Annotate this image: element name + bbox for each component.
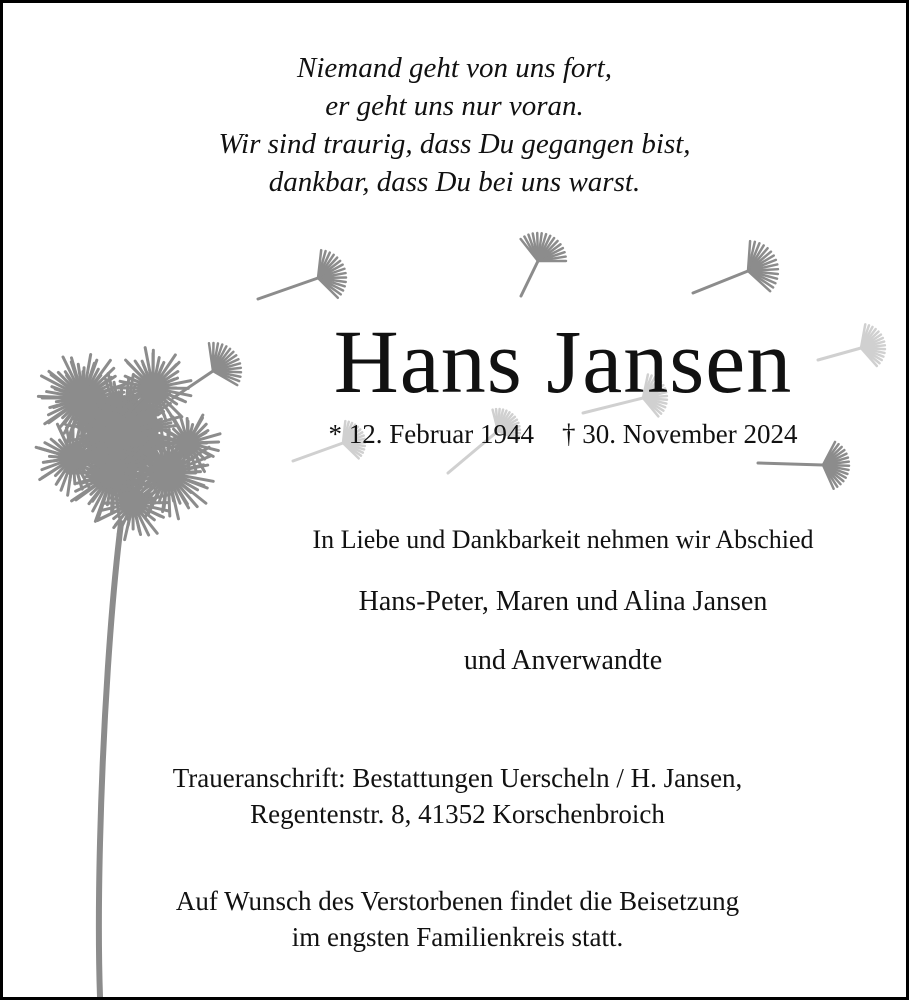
life-dates (253, 416, 873, 452)
family-names: Hans-Peter, Maren und Alina Jansen (358, 586, 768, 617)
death-date: † 30. November 2024 (562, 419, 798, 449)
seed-icon (693, 241, 778, 293)
seed-icon (818, 324, 885, 366)
poem (3, 49, 906, 201)
poem-line: dankbar, dass Du bei uns warst. (268, 166, 641, 198)
dandelion-head-icon (36, 348, 220, 540)
poem-line: Niemand geht von uns fort, (297, 52, 612, 84)
seed-icon (173, 343, 241, 398)
address-line: Regentenstr. 8, 41352 Korschenbroich (250, 799, 665, 829)
poem-line: er geht uns nur voran. (325, 90, 584, 122)
notice-line: Auf Wunsch des Verstorbenen findet die Beisetzung (175, 886, 740, 916)
seed-icon (258, 250, 346, 299)
mourning-address (3, 760, 909, 832)
seed-icon (521, 233, 566, 296)
notice-line: im engsten Familienkreis statt. (291, 922, 624, 952)
deceased-name: Hans Jansen (333, 313, 793, 412)
birth-date: * 12. Februar 1944 (328, 419, 534, 449)
farewell-line: In Liebe und Dankbarkeit nehmen wir Abschied (312, 525, 814, 554)
burial-notice (3, 883, 909, 955)
poem-line: Wir sind traurig, dass Du gegangen bist, (218, 128, 691, 160)
relatives-line: und Anverwandte (463, 645, 663, 676)
address-line: Traueranschrift: Bestattungen Uerscheln / H. Jansen, (172, 763, 743, 793)
